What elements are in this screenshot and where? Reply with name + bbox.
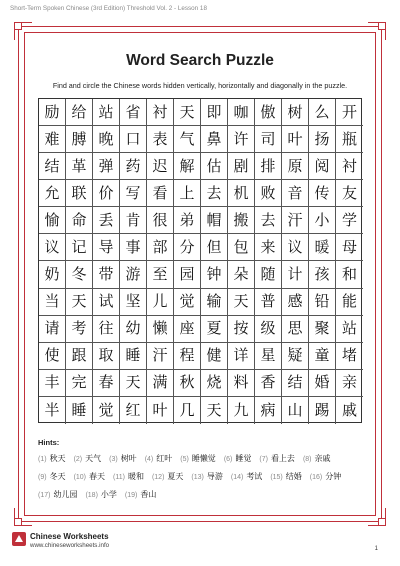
grid-cell[interactable]: 口 bbox=[120, 126, 147, 153]
hint-number: (4) bbox=[144, 456, 154, 463]
hint-word: 看上去 bbox=[270, 454, 295, 463]
grid-cell[interactable]: 戚 bbox=[341, 400, 357, 419]
hint-item bbox=[38, 489, 77, 502]
grid-cell[interactable]: 迟 bbox=[147, 153, 174, 180]
hint-item bbox=[303, 453, 331, 466]
hint-number: (3) bbox=[109, 456, 118, 463]
grid-cell[interactable]: 弟 bbox=[174, 207, 201, 234]
grid-cell[interactable]: 但 bbox=[201, 234, 228, 261]
grid-cell[interactable]: 汗 bbox=[147, 343, 174, 370]
grid-cell[interactable]: 站 bbox=[93, 99, 120, 126]
grid-cell[interactable]: 给 bbox=[66, 99, 93, 126]
hint-number: (7) bbox=[259, 456, 268, 463]
grid-cell[interactable]: 音 bbox=[282, 180, 309, 207]
grid-cell[interactable]: 叶 bbox=[147, 397, 174, 424]
grid-cell[interactable]: 联 bbox=[66, 180, 93, 207]
hint-number: (10) bbox=[73, 474, 87, 481]
grid-cell[interactable]: 病 bbox=[255, 397, 282, 424]
frame-corner-square-icon bbox=[378, 518, 386, 526]
grid-cell[interactable]: 睡 bbox=[66, 397, 93, 424]
grid-cell[interactable]: 结 bbox=[39, 153, 66, 180]
hint-item bbox=[85, 489, 116, 502]
grid-cell[interactable]: 表 bbox=[147, 126, 174, 153]
hint-item bbox=[74, 471, 105, 484]
grid-cell[interactable]: 汗 bbox=[282, 207, 309, 234]
grid-cell[interactable]: 疑 bbox=[282, 343, 309, 370]
grid-cell[interactable]: 丢 bbox=[93, 207, 120, 234]
hint-item bbox=[74, 453, 102, 466]
grid-cell[interactable]: 分 bbox=[174, 234, 201, 261]
hint-item bbox=[145, 453, 173, 466]
hint-number: (12) bbox=[151, 474, 165, 481]
grid-cell[interactable]: 红 bbox=[120, 397, 147, 424]
hint-number: (13) bbox=[191, 474, 204, 481]
grid-cell[interactable]: 聚 bbox=[309, 316, 336, 343]
grid-cell[interactable]: 半 bbox=[39, 397, 66, 424]
hint-number: (16) bbox=[309, 474, 323, 481]
grid-cell[interactable]: 踢 bbox=[309, 397, 336, 424]
hint-word: 香山 bbox=[140, 490, 157, 499]
grid-cell[interactable]: 部 bbox=[147, 234, 174, 261]
grid-cell[interactable]: 允 bbox=[39, 180, 66, 207]
grid-cell[interactable]: 懒 bbox=[147, 316, 174, 343]
grid-cell[interactable]: 衬 bbox=[147, 99, 174, 126]
grid-cell[interactable]: 瓶 bbox=[336, 126, 363, 153]
grid-cell[interactable]: 暖 bbox=[309, 234, 336, 261]
hint-item bbox=[38, 471, 66, 484]
grid-cell[interactable]: 天 bbox=[228, 289, 255, 316]
grid-cell[interactable]: 往 bbox=[93, 316, 120, 343]
grid-cell[interactable]: 完 bbox=[66, 370, 93, 397]
grid-cell[interactable]: 愉 bbox=[39, 207, 66, 234]
grid-cell[interactable]: 么 bbox=[309, 99, 336, 126]
grid-cell[interactable]: 写 bbox=[120, 180, 147, 207]
hint-word: 睡懒觉 bbox=[191, 454, 216, 463]
grid-cell[interactable]: 详 bbox=[228, 343, 255, 370]
grid-cell[interactable]: 估 bbox=[201, 153, 228, 180]
grid-cell[interactable]: 剧 bbox=[228, 153, 255, 180]
grid-cell[interactable]: 满 bbox=[147, 370, 174, 397]
hint-word: 树叶 bbox=[120, 454, 137, 463]
hint-word: 幼儿园 bbox=[53, 490, 78, 499]
grid-cell[interactable]: 春 bbox=[93, 370, 120, 397]
chinese-worksheets-logo-icon bbox=[12, 532, 26, 546]
grid-cell[interactable]: 来 bbox=[255, 234, 282, 261]
grid-cell[interactable]: 童 bbox=[309, 343, 336, 370]
grid-cell[interactable]: 星 bbox=[255, 343, 282, 370]
grid-cell[interactable]: 当 bbox=[39, 289, 66, 316]
hint-word: 睡觉 bbox=[235, 454, 252, 463]
grid-cell[interactable]: 铅 bbox=[309, 289, 336, 316]
hint-item bbox=[231, 471, 262, 484]
grid-cell[interactable]: 树 bbox=[282, 99, 309, 126]
grid-cell[interactable]: 普 bbox=[255, 289, 282, 316]
grid-cell[interactable]: 上 bbox=[174, 180, 201, 207]
grid-cell[interactable]: 程 bbox=[174, 343, 201, 370]
grid-cell[interactable]: 睡 bbox=[120, 343, 147, 370]
grid-cell[interactable]: 朵 bbox=[228, 261, 255, 288]
grid-cell[interactable]: 游 bbox=[120, 261, 147, 288]
grid-cell[interactable]: 九 bbox=[228, 397, 255, 424]
grid-cell[interactable]: 健 bbox=[201, 343, 228, 370]
grid-cell[interactable]: 儿 bbox=[147, 289, 174, 316]
footer-url[interactable]: www.chineseworksheets.info bbox=[30, 542, 110, 549]
grid-cell[interactable]: 省 bbox=[120, 99, 147, 126]
grid-cell[interactable]: 按 bbox=[228, 316, 255, 343]
grid-cell[interactable]: 几 bbox=[174, 397, 201, 424]
grid-cell[interactable]: 山 bbox=[282, 397, 309, 424]
grid-cell[interactable]: 药 bbox=[120, 153, 147, 180]
hint-number: (2) bbox=[73, 456, 83, 463]
grid-cell[interactable]: 晚 bbox=[93, 126, 120, 153]
grid-cell[interactable]: 开 bbox=[336, 99, 363, 126]
grid-cell[interactable]: 看 bbox=[147, 180, 174, 207]
hint-number: (9) bbox=[38, 474, 47, 481]
hint-number: (19) bbox=[124, 492, 138, 499]
grid-cell[interactable]: 试 bbox=[93, 289, 120, 316]
hint-item bbox=[310, 471, 341, 484]
grid-cell[interactable]: 结 bbox=[282, 370, 309, 397]
hint-number: (1) bbox=[38, 456, 47, 463]
grid-cell[interactable]: 膊 bbox=[66, 126, 93, 153]
hint-word: 分钟 bbox=[325, 472, 342, 481]
grid-cell[interactable]: 觉 bbox=[93, 397, 120, 424]
grid-cell[interactable]: 站 bbox=[336, 316, 363, 343]
hint-number: (11) bbox=[113, 474, 125, 481]
grid-cell[interactable]: 母 bbox=[336, 234, 363, 261]
grid-cell[interactable]: 亲 bbox=[336, 370, 363, 397]
grid-cell[interactable]: 许 bbox=[228, 126, 255, 153]
hint-item bbox=[270, 471, 301, 484]
hint-item bbox=[109, 453, 137, 466]
hint-word: 秋天 bbox=[49, 454, 66, 463]
grid-cell[interactable]: 去 bbox=[201, 180, 228, 207]
grid-cell[interactable]: 冬 bbox=[66, 261, 93, 288]
grid-cell[interactable]: 叶 bbox=[282, 126, 309, 153]
grid-cell[interactable]: 传 bbox=[309, 180, 336, 207]
grid-cell[interactable]: 觉 bbox=[174, 289, 201, 316]
grid-cell[interactable]: 天 bbox=[201, 397, 228, 424]
hint-number: (17) bbox=[38, 492, 51, 499]
grid-cell[interactable]: 请 bbox=[39, 316, 66, 343]
grid-cell[interactable]: 很 bbox=[147, 207, 174, 234]
hint-word: 春天 bbox=[89, 472, 106, 481]
grid-cell[interactable]: 议 bbox=[39, 234, 66, 261]
hint-number: (18) bbox=[85, 492, 98, 499]
grid-cell[interactable]: 烧 bbox=[201, 370, 228, 397]
grid-cell[interactable]: 傲 bbox=[255, 99, 282, 126]
grid-cell[interactable]: 天 bbox=[66, 289, 93, 316]
grid-cell[interactable]: 衬 bbox=[336, 153, 363, 180]
grid-cell[interactable]: 导 bbox=[93, 234, 120, 261]
hint-word: 冬天 bbox=[49, 472, 66, 481]
hint-word: 红叶 bbox=[156, 454, 173, 463]
grid-cell[interactable]: 园 bbox=[174, 261, 201, 288]
hint-item bbox=[125, 489, 156, 502]
grid-cell[interactable]: 丰 bbox=[39, 370, 66, 397]
grid-cell[interactable]: 气 bbox=[174, 126, 201, 153]
hint-number: (8) bbox=[302, 456, 312, 463]
grid-cell[interactable]: 秋 bbox=[174, 370, 201, 397]
grid-cell[interactable]: 肯 bbox=[120, 207, 147, 234]
grid-cell[interactable]: 搬 bbox=[228, 207, 255, 234]
grid-cell[interactable]: 命 bbox=[66, 207, 93, 234]
grid-cell[interactable]: 取 bbox=[93, 343, 120, 370]
grid-cell[interactable]: 思 bbox=[282, 316, 309, 343]
page-number: 1 bbox=[374, 546, 378, 552]
grid-cell[interactable]: 至 bbox=[147, 261, 174, 288]
hint-item bbox=[259, 453, 295, 466]
grid-cell[interactable]: 司 bbox=[255, 126, 282, 153]
grid-cell[interactable]: 扬 bbox=[309, 126, 336, 153]
grid-cell[interactable]: 包 bbox=[228, 234, 255, 261]
page-header-breadcrumb: Short-Term Spoken Chinese (3rd Edition) Threshold Vol. 2 - Lesson 18 bbox=[10, 5, 207, 12]
grid-cell[interactable]: 阅 bbox=[309, 153, 336, 180]
grid-cell[interactable]: 堵 bbox=[336, 343, 363, 370]
hint-word: 亲戚 bbox=[314, 454, 331, 463]
grid-cell[interactable]: 座 bbox=[174, 316, 201, 343]
grid-cell[interactable]: 排 bbox=[255, 153, 282, 180]
hints-heading: Hints: bbox=[38, 438, 60, 447]
grid-cell[interactable]: 奶 bbox=[39, 261, 66, 288]
grid-cell[interactable]: 坚 bbox=[120, 289, 147, 316]
grid-cell[interactable]: 学 bbox=[336, 207, 363, 234]
hint-word: 导游 bbox=[206, 472, 223, 481]
grid-cell[interactable]: 考 bbox=[66, 316, 93, 343]
grid-cell[interactable]: 解 bbox=[174, 153, 201, 180]
hint-item bbox=[191, 471, 222, 484]
grid-cell[interactable]: 咖 bbox=[228, 99, 255, 126]
grid-cell[interactable]: 和 bbox=[336, 261, 363, 288]
hint-word: 小学 bbox=[100, 490, 117, 499]
hint-number: (6) bbox=[223, 456, 233, 463]
grid-cell[interactable]: 香 bbox=[255, 370, 282, 397]
instructions-text: Find and circle the Chinese words hidden vertically, horizontally and diagonally in the puzzle. bbox=[52, 81, 348, 90]
grid-cell[interactable]: 随 bbox=[255, 261, 282, 288]
grid-cell[interactable]: 去 bbox=[255, 207, 282, 234]
grid-cell[interactable]: 励 bbox=[39, 99, 66, 126]
hint-word: 暖和 bbox=[127, 472, 144, 481]
grid-cell[interactable]: 钟 bbox=[201, 261, 228, 288]
grid-cell[interactable]: 小 bbox=[309, 207, 336, 234]
hint-number: (14) bbox=[230, 474, 244, 481]
grid-cell[interactable]: 难 bbox=[39, 126, 66, 153]
grid-cell[interactable]: 跟 bbox=[66, 343, 93, 370]
grid-cell[interactable]: 友 bbox=[336, 180, 363, 207]
grid-cell[interactable]: 婚 bbox=[309, 370, 336, 397]
grid-cell[interactable]: 机 bbox=[228, 180, 255, 207]
grid-cell[interactable]: 革 bbox=[66, 153, 93, 180]
footer-brand-name: Chinese Worksheets bbox=[30, 532, 109, 541]
grid-cell[interactable]: 料 bbox=[228, 370, 255, 397]
frame-corner-square-icon bbox=[378, 22, 386, 30]
hint-word: 天气 bbox=[85, 454, 102, 463]
grid-cell[interactable]: 败 bbox=[255, 180, 282, 207]
frame-corner-square-icon bbox=[14, 22, 22, 30]
grid-cell[interactable]: 能 bbox=[336, 289, 363, 316]
hint-word: 考试 bbox=[246, 472, 263, 481]
hint-item bbox=[38, 453, 66, 466]
grid-cell[interactable]: 级 bbox=[255, 316, 282, 343]
grid-cell[interactable]: 弹 bbox=[93, 153, 120, 180]
grid-cell[interactable]: 记 bbox=[66, 234, 93, 261]
hint-item bbox=[152, 471, 183, 484]
grid-cell[interactable]: 感 bbox=[282, 289, 309, 316]
grid-cell[interactable]: 幼 bbox=[120, 316, 147, 343]
hint-item bbox=[113, 471, 144, 484]
grid-cell[interactable]: 计 bbox=[282, 261, 309, 288]
grid-cell[interactable]: 即 bbox=[201, 99, 228, 126]
grid-cell[interactable]: 夏 bbox=[201, 316, 228, 343]
grid-cell[interactable]: 原 bbox=[282, 153, 309, 180]
grid-cell[interactable]: 帽 bbox=[201, 207, 228, 234]
hint-item bbox=[224, 453, 252, 466]
word-search-grid[interactable] bbox=[38, 98, 362, 423]
grid-cell[interactable]: 事 bbox=[120, 234, 147, 261]
hint-number: (15) bbox=[270, 474, 283, 481]
grid-cell[interactable]: 议 bbox=[282, 234, 309, 261]
hint-number: (5) bbox=[180, 456, 189, 463]
grid-cell[interactable]: 天 bbox=[120, 370, 147, 397]
hint-word: 结婚 bbox=[285, 472, 302, 481]
grid-cell[interactable]: 使 bbox=[39, 343, 66, 370]
grid-cell[interactable]: 带 bbox=[93, 261, 120, 288]
hint-item bbox=[180, 453, 216, 466]
grid-cell[interactable]: 鼻 bbox=[201, 126, 228, 153]
grid-cell[interactable]: 天 bbox=[174, 99, 201, 126]
hints-list bbox=[38, 453, 368, 502]
grid-cell[interactable]: 孩 bbox=[309, 261, 336, 288]
grid-cell[interactable]: 输 bbox=[201, 289, 228, 316]
frame-corner-square-icon bbox=[14, 518, 22, 526]
page-title: Word Search Puzzle bbox=[126, 52, 274, 69]
grid-cell[interactable]: 价 bbox=[93, 180, 120, 207]
hint-word: 夏天 bbox=[167, 472, 184, 481]
